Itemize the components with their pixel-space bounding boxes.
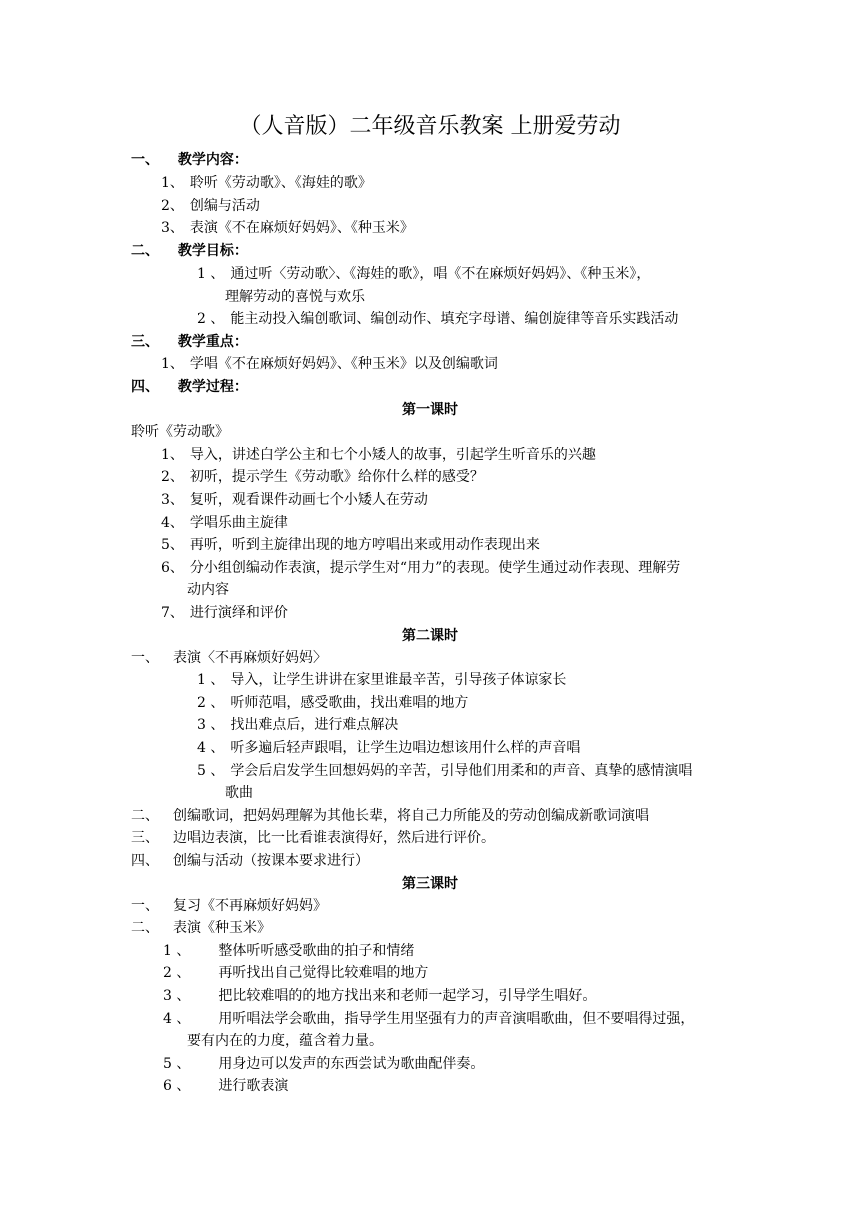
list-item: 5、 再听，听到主旋律出现的地方哼唱出来或用动作表现出来 <box>161 537 540 553</box>
lesson-2-part: 三、 边唱边表演，比一比看谁表演得好，然后进行评价。 <box>131 830 495 846</box>
list-item-continuation: 动内容 <box>187 582 229 598</box>
list-item: 1 、 通过听〈劳动歌〉、《海娃的歌》，唱《不在麻烦好妈妈》、《种玉米》， <box>197 266 651 282</box>
list-item: 6、 分小组创编动作表演，提示学生对“用力”的表现。使学生通过动作表现、理解劳 <box>161 560 681 576</box>
list-item: 4 、 用听唱法学会歌曲，指导学生用坚强有力的声音演唱歌曲，但不要唱得过强， <box>163 1011 695 1027</box>
section-title: 教学内容： <box>177 152 248 168</box>
list-item-continuation: 要有内在的力度，蕴含着力量。 <box>187 1033 383 1049</box>
section-heading-focus <box>131 331 248 353</box>
list-item: 1、 导入，讲述白学公主和七个小矮人的故事，引起学生听音乐的兴趣 <box>161 447 596 463</box>
lesson-2-part: 四、 创编与活动（按课本要求进行） <box>131 853 369 869</box>
list-item: 4 、 听多遍后轻声跟唱，让学生边唱边想该用什么样的声音唱 <box>197 740 581 756</box>
list-item: 2 、 听师范唱，感受歌曲，找出难唱的地方 <box>197 695 469 711</box>
list-item: 3 、 找出难点后，进行难点解决 <box>197 717 399 733</box>
section-number: 二、 <box>131 243 159 259</box>
list-item: 3、 复听，观看课件动画七个小矮人在劳动 <box>161 492 428 508</box>
list-item: 3 、 把比较难唱的的地方找出来和老师一起学习，引导学生唱好。 <box>163 988 597 1004</box>
list-item: 5 、 用身边可以发声的东西尝试为歌曲配伴奏。 <box>163 1056 485 1072</box>
list-item: 7、 进行演绎和评价 <box>161 605 288 621</box>
list-item-continuation: 歌曲 <box>225 785 253 801</box>
lesson-3-title: 第三课时 <box>402 876 458 892</box>
section-heading-goals <box>131 240 248 262</box>
list-item: 3、 表演《不在麻烦好妈妈》、《种玉米》 <box>161 220 414 236</box>
lesson-2-part: 二、 创编歌词，把妈妈理解为其他长辈，将自己力所能及的劳动创编成新歌词演唱 <box>131 808 649 824</box>
section-title: 教学目标： <box>177 243 248 259</box>
list-item: 2、 创编与活动 <box>161 198 260 214</box>
lesson-2-title: 第二课时 <box>402 628 458 644</box>
section-heading-process <box>131 376 248 398</box>
section-heading-content <box>131 149 248 171</box>
list-item: 5 、 学会后启发学生回想妈妈的辛苦，引导他们用柔和的声音、真挚的感情演唱 <box>197 763 693 779</box>
list-item: 1 、 导入，让学生讲讲在家里谁最辛苦，引导孩子体谅家长 <box>197 672 567 688</box>
lesson-3-part: 一、 复习《不再麻烦好妈妈》 <box>131 898 327 914</box>
document-title: （人音版）二年级音乐教案 上册爱劳动 <box>239 114 621 139</box>
lesson-1-title: 第一课时 <box>402 402 458 418</box>
list-item: 1、 学唱《不在麻烦好妈妈》、《种玉米》以及创编歌词 <box>161 356 498 372</box>
lesson-2-part: 一、 表演〈不再麻烦好妈妈〉 <box>131 650 327 666</box>
section-title: 教学重点： <box>177 334 248 350</box>
section-title: 教学过程： <box>177 379 248 395</box>
lesson-1-intro: 聆听《劳动歌》 <box>131 424 229 440</box>
list-item: 4、 学唱乐曲主旋律 <box>161 515 288 531</box>
section-number: 四、 <box>131 379 159 395</box>
list-item: 6 、 进行歌表演 <box>163 1078 289 1094</box>
list-item: 2 、 能主动投入编创歌词、编创动作、填充字母谱、编创旋律等音乐实践活动 <box>197 311 679 327</box>
list-item: 1、 聆听《劳动歌》、《海娃的歌》 <box>161 175 372 191</box>
lesson-3-part: 二、 表演《种玉米》 <box>131 920 271 936</box>
list-item: 1 、 整体听听感受歌曲的拍子和情绪 <box>163 943 415 959</box>
list-item: 2、 初听，提示学生《劳动歌》给你什么样的感受？ <box>161 469 484 485</box>
list-item-continuation: 理解劳动的喜悦与欢乐 <box>225 289 365 305</box>
section-number: 三、 <box>131 334 159 350</box>
section-number: 一、 <box>131 152 159 168</box>
list-item: 2 、 再听找出自己觉得比较难唱的地方 <box>163 965 429 981</box>
